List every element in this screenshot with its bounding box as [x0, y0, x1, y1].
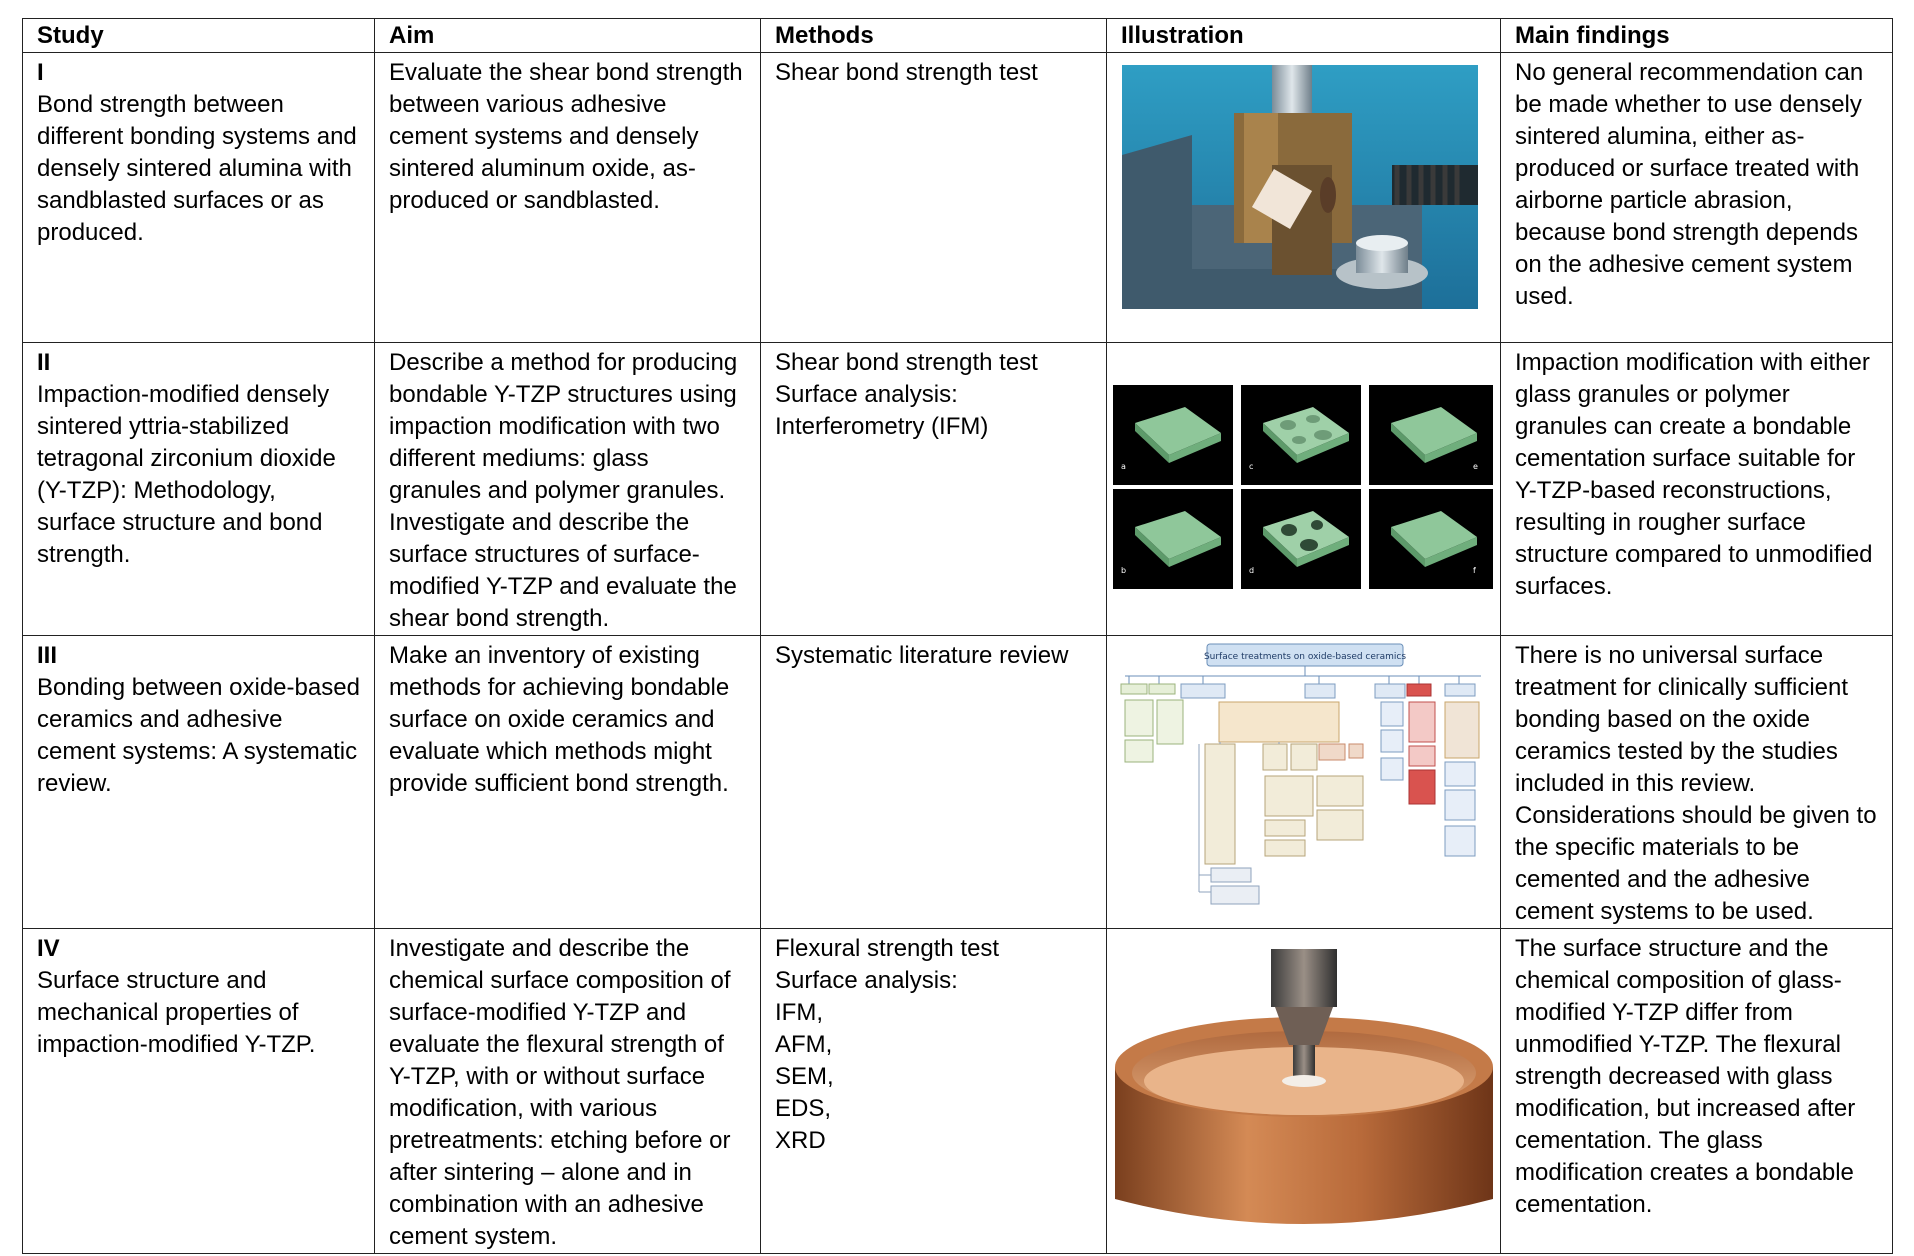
study-title: Bond strength between different bonding systems and densely sintered alumina with sandblasted surfaces or as produced. — [37, 91, 357, 246]
study-title: Surface structure and mechanical properties of impaction-modified Y-TZP. — [37, 967, 316, 1058]
methods-cell — [761, 929, 1107, 1254]
header-methods: Methods — [761, 19, 1107, 53]
panel-c — [1241, 385, 1361, 485]
panel-e — [1369, 385, 1493, 485]
aim-cell: Describe a method for producing bondable Y-TZP structures using impaction modification with two different mediums: glass granules and polymer granules. Investigate and describe the surface structures of surface-modified Y-TZP and evaluate the shear bond strength. — [375, 343, 761, 636]
header-aim: Aim — [375, 19, 761, 53]
method-line: Shear bond strength test — [775, 59, 1038, 86]
method-line: Systematic literature review — [775, 642, 1069, 669]
findings-cell: There is no universal surface treatment for clinically sufficient bonding based on the oxide ceramics tested by the studies included in this review. Considerations should be given to the specific materials to be cemented and the adhesive cement systems to be used. — [1501, 636, 1893, 929]
panel-f — [1369, 489, 1493, 589]
method-line: SEM, — [775, 1063, 834, 1090]
method-line: Surface analysis: — [775, 381, 958, 408]
study-title: Impaction-modified densely sintered yttria-stabilized tetragonal zirconium dioxide (Y-TZP): Methodology, surface structure and bond strength. — [37, 381, 336, 568]
findings-cell: The surface structure and the chemical composition of glass-modified Y-TZP differ from unmodified Y-TZP. The flexural strength decreased with glass modification, but increased after cementation. The glass modification creates a bondable cementation. — [1501, 929, 1893, 1254]
study-cell — [23, 636, 375, 929]
table-row — [23, 343, 1893, 636]
aim-cell: Evaluate the shear bond strength between various adhesive cement systems and densely sintered aluminum oxide, as-produced or sandblasted. — [375, 53, 761, 343]
studies-table — [22, 18, 1893, 1254]
study-number: II — [37, 349, 51, 376]
panel-label: d — [1249, 566, 1255, 575]
table-row — [23, 53, 1893, 343]
study-cell — [23, 343, 375, 636]
methods-cell — [761, 53, 1107, 343]
illustration-cell — [1107, 53, 1501, 343]
review-flowchart — [1119, 640, 1487, 906]
method-line: Surface analysis: — [775, 967, 958, 994]
method-line: EDS, — [775, 1095, 832, 1122]
flexural-test-photo — [1113, 949, 1495, 1237]
header-row — [23, 19, 1893, 53]
panel-b — [1113, 489, 1233, 589]
shear-test-photo — [1122, 65, 1478, 309]
method-line: Interferometry (IFM) — [775, 413, 989, 440]
header-study: Study — [23, 19, 375, 53]
methods-cell — [761, 636, 1107, 929]
findings-cell: Impaction modification with either glass granules or polymer granules can create a bondable cementation surface suitable for Y-TZP-based reconstructions, resulting in rougher surface structure compared to unmodified surfaces. — [1501, 343, 1893, 636]
header-illustration: Illustration — [1107, 19, 1501, 53]
aim-cell: Make an inventory of existing methods for achieving bondable surface on oxide ceramics and evaluate which methods might provide sufficient bond strength. — [375, 636, 761, 929]
method-line: IFM, — [775, 999, 823, 1026]
ifm-surface-panels — [1113, 385, 1493, 589]
study-title: Bonding between oxide-based ceramics and adhesive cement systems: A systematic review. — [37, 674, 360, 797]
panel-label: e — [1473, 462, 1478, 471]
study-number: III — [37, 642, 58, 669]
study-number: IV — [37, 935, 60, 962]
panel-a — [1113, 385, 1233, 485]
panel-label: c — [1249, 462, 1254, 471]
table-row — [23, 636, 1893, 929]
methods-cell — [761, 343, 1107, 636]
panel-label: a — [1121, 462, 1126, 471]
panel-label: b — [1121, 566, 1127, 575]
findings-cell: No general recommendation can be made whether to use densely sintered alumina, either as-produced or surface treated with airborne particle abrasion, because bond strength depends on the adhesive cement system used. — [1501, 53, 1893, 343]
table-row — [23, 929, 1893, 1254]
illustration-cell — [1107, 636, 1501, 929]
method-line: XRD — [775, 1127, 826, 1154]
method-line: Shear bond strength test — [775, 349, 1038, 376]
study-cell — [23, 929, 375, 1254]
panel-label: f — [1473, 566, 1476, 575]
study-cell — [23, 53, 375, 343]
diagram-title: Surface treatments on oxide-based ceramics — [1203, 652, 1407, 662]
header-main-findings: Main findings — [1501, 19, 1893, 53]
method-line: Flexural strength test — [775, 935, 1000, 962]
aim-cell: Investigate and describe the chemical surface composition of surface-modified Y-TZP and evaluate the flexural strength of Y-TZP, with or without surface modification, with various pretreatments: etching before or after sintering – alone and in combination with an adhesive cement system. — [375, 929, 761, 1254]
panel-d — [1241, 489, 1361, 589]
illustration-cell — [1107, 343, 1501, 636]
illustration-cell — [1107, 929, 1501, 1254]
study-number: I — [37, 59, 44, 86]
method-line: AFM, — [775, 1031, 833, 1058]
